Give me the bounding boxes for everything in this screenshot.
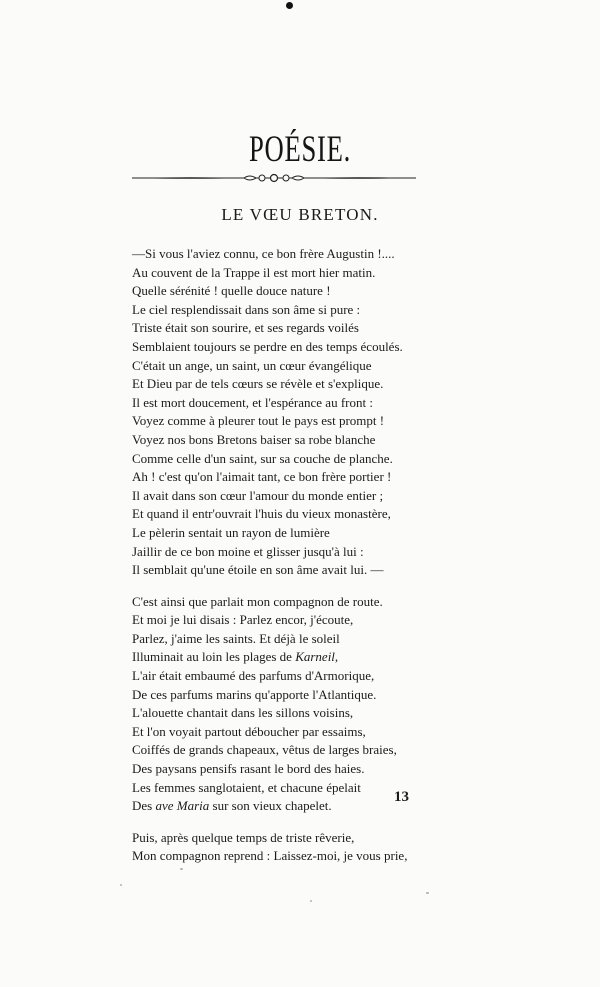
poem-line: Triste était son sourire, et ses regards voilés	[132, 320, 359, 336]
poem-line: Des ave Maria sur son vieux chapelet.	[132, 798, 332, 814]
poem-line: Comme celle d'un saint, sur sa couche de planche.	[132, 450, 393, 466]
poem-line: Voyez nos bons Bretons baiser sa robe blanche	[132, 431, 376, 447]
poem-line: Jaillir de ce bon moine et glisser jusqu'à lui :	[132, 543, 364, 559]
poem-body	[132, 245, 432, 866]
poem-line: Il avait dans son cœur l'amour du monde entier ;	[132, 487, 384, 503]
poem-line: Puis, après quelque temps de triste rêverie,	[132, 829, 355, 845]
poem-line: Mon compagnon reprend : Laissez-moi, je vous prie,	[132, 848, 408, 864]
paper-speck	[426, 892, 429, 894]
poem-line: Ah ! c'est qu'on l'aimait tant, ce bon frère portier !	[132, 469, 392, 485]
poem-line: Semblaient toujours se perdre en des temps écoulés.	[132, 338, 403, 354]
poem-title: LE VŒU BRETON.	[221, 205, 379, 224]
paper-speck	[310, 900, 312, 902]
poem-line: Illuminait au loin les plages de Karneil,	[132, 649, 339, 665]
poem-line: Et moi je lui disais : Parlez encor, j'écoute,	[132, 612, 354, 628]
poem-line: Et quand il entr'ouvrait l'huis du vieux monastère,	[132, 506, 391, 522]
ink-dot	[286, 2, 293, 9]
poem-line: Il semblait qu'une étoile en son âme avait lui. —	[132, 562, 384, 578]
poem-line: L'alouette chantait dans les sillons voisins,	[132, 705, 354, 721]
stanza	[132, 829, 432, 866]
stanza	[132, 593, 432, 816]
stanza	[132, 245, 432, 580]
ornamental-rule	[132, 170, 416, 186]
poem-line: Et l'on voyait partout déboucher par essaims,	[132, 723, 366, 739]
poem-line: C'est ainsi que parlait mon compagnon de route.	[132, 593, 383, 609]
paper-speck	[180, 868, 183, 870]
page-number: 13	[394, 789, 409, 805]
poem-line: C'était un ange, un saint, un cœur évangélique	[132, 357, 372, 373]
poem-line: Il est mort doucement, et l'espérance au front :	[132, 394, 373, 410]
poem-line: L'air était embaumé des parfums d'Armorique,	[132, 668, 375, 684]
poem-line: De ces parfums marins qu'apporte l'Atlantique.	[132, 686, 377, 702]
poem-line: Des paysans pensifs rasant le bord des haies.	[132, 761, 365, 777]
poem-line: Le pèlerin sentait un rayon de lumière	[132, 524, 330, 540]
poem-line: Voyez comme à pleurer tout le pays est prompt !	[132, 413, 385, 429]
section-title: POÉSIE.	[249, 129, 351, 170]
poem-line: Le ciel resplendissait dans son âme si pure :	[132, 301, 361, 317]
poem-line: Les femmes sanglotaient, et chacune épelait	[132, 779, 361, 795]
poem-line: —Si vous l'aviez connu, ce bon frère Augustin !....	[132, 246, 395, 261]
poem-line: Parlez, j'aime les saints. Et déjà le soleil	[132, 630, 340, 646]
poem-line: Au couvent de la Trappe il est mort hier matin.	[132, 264, 376, 280]
paper-speck	[120, 884, 122, 886]
poem-line: Quelle sérénité ! quelle douce nature !	[132, 283, 331, 299]
poem-line: Et Dieu par de tels cœurs se révèle et s'explique.	[132, 376, 384, 392]
poem-line: Coiffés de grands chapeaux, vêtus de larges braies,	[132, 742, 397, 758]
